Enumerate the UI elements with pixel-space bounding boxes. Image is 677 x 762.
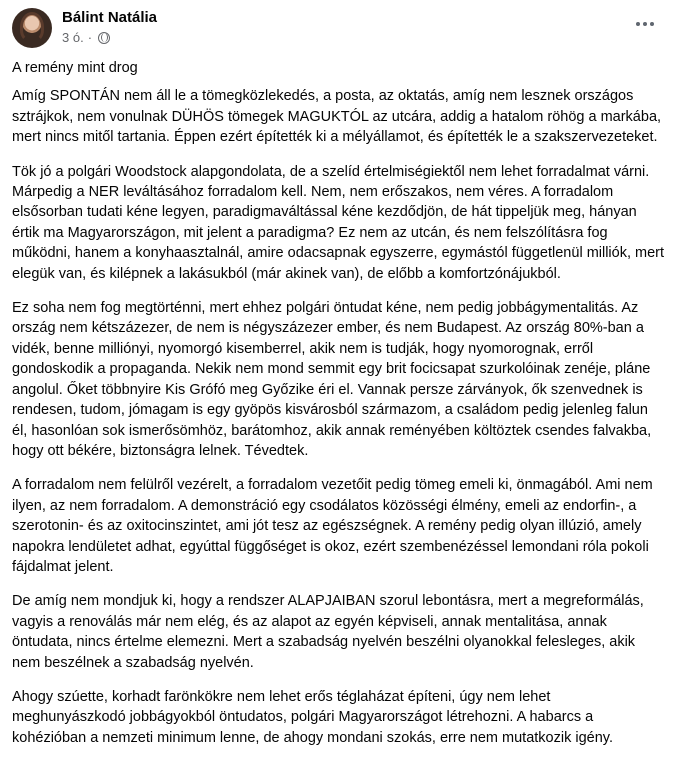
more-options-icon[interactable] [629, 12, 661, 36]
post-paragraph: Tök jó a polgári Woodstock alapgondolata, de a szelíd értelmiségiektől nem lehet forradalmat várni. Márpedig a NER leváltásához forradalom kell. Nem, nem erőszakos, nem véres. A forradalom elsősorban tudati kéne legyen, paradigmaváltással kéne kezdődjön, de hát tippeljük meg, hányan értik ma Magyarországon, mit jelent a paradigma? Ez nem az utcán, és nem felszólításra fog működni, hanem a konyhaasztalnál, amire odacsapnak egyszerre, egymástól függetlenül milliók, mert elegük van, és kilépnek a lakásukból (már akinek van), de előbb a komfortzónájukból. [12, 163, 665, 282]
post-meta [62, 30, 110, 45]
post-paragraph: Ahogy szúette, korhadt farönkökre nem lehet erős téglaházat építeni, úgy nem lehet meghunyászkodó jobbágyokból öntudatos, polgári Magyarországot létrehozni. A habarcs a kohézióban a nemzeti minimum lenne, de ahogy mondani szokás, erre nem mutatkozik igény. [12, 688, 613, 746]
avatar[interactable] [12, 8, 52, 48]
author-name[interactable]: Bálint Natália [62, 9, 158, 26]
post-content [12, 58, 667, 762]
post-paragraph: Amíg SPONTÁN nem áll le a tömegközlekedés, a posta, az oktatás, amíg nem lesznek országos sztrájkok, nem vonulnak DÜHÖS tömegek MAGUKTÓL az utcára, addig a hatalom röhög a markába, mert nincs mitől tartania. Éppen ezért építették ki a mélyállamot, és építették le a szakszervezeteket. [12, 88, 662, 146]
post-paragraph: De amíg nem mondjuk ki, hogy a rendszer ALAPJAIBAN szorul lebontásra, mert a megreformálás, vagyis a renoválás már nem elég, és az alapot az egyén képviseli, annak mentalitása, annak öntudata, nincs értelme elemezni. Mert a szabadság nyelvén beszélni olyanokkal felesleges, akik nem beszélnek a szabadság nyelvén. [12, 593, 644, 671]
meta-separator: · [87, 30, 93, 45]
globe-icon[interactable] [98, 32, 110, 44]
post-paragraph: A forradalom nem felülről vezérelt, a forradalom vezetőit pedig tömeg emeli ki, önmagából. Ami nem ilyen, az nem forradalom. A demonstráció egy csodálatos közösségi élmény, emeli az endorfin-, a szerotonin- és az oxitocinszintet, ami jót tesz az egészségnek. A remény pedig olyan illúzió, amely napokra lendületet adhat, egyúttal függőséget is okoz, ezért szembenézéssel lemondani róla pokoli fájdalmat jelent. [12, 477, 653, 575]
post-title: A remény mint drog [12, 60, 138, 76]
post-time[interactable]: 3 ó. [62, 30, 84, 45]
post-paragraph: Ez soha nem fog megtörténni, mert ehhez polgári öntudat kéne, nem pedig jobbágymentalitás. Az ország nem kétszázezer, de nem is négyszázezer ember, és nem Budapest. Az ország 80%-ban a vidék, benne milliónyi, nyomorgó kisemberrel, akik nem is tudják, hogy nyomorognak, erről gondoskodik a propaganda. Nekik nem mond semmit egy brit focicsapat szurkolóinak zenéje, pláne angolul. Őket többnyire Kis Grófó meg Győzike éri el. Vannak persze zárványok, ők szenvednek is rendesen, tudom, jómagam is egy gyöpös kisvárosból származom, a családom pedig jelenleg falun él, hasonlóan sok ismerősömhöz, barátomhoz, akik annak reményében költöztek csendes falvakba, hogy ott békére, biztonságra lelnek. Tévedtek. [12, 300, 652, 459]
post-header [12, 8, 665, 50]
